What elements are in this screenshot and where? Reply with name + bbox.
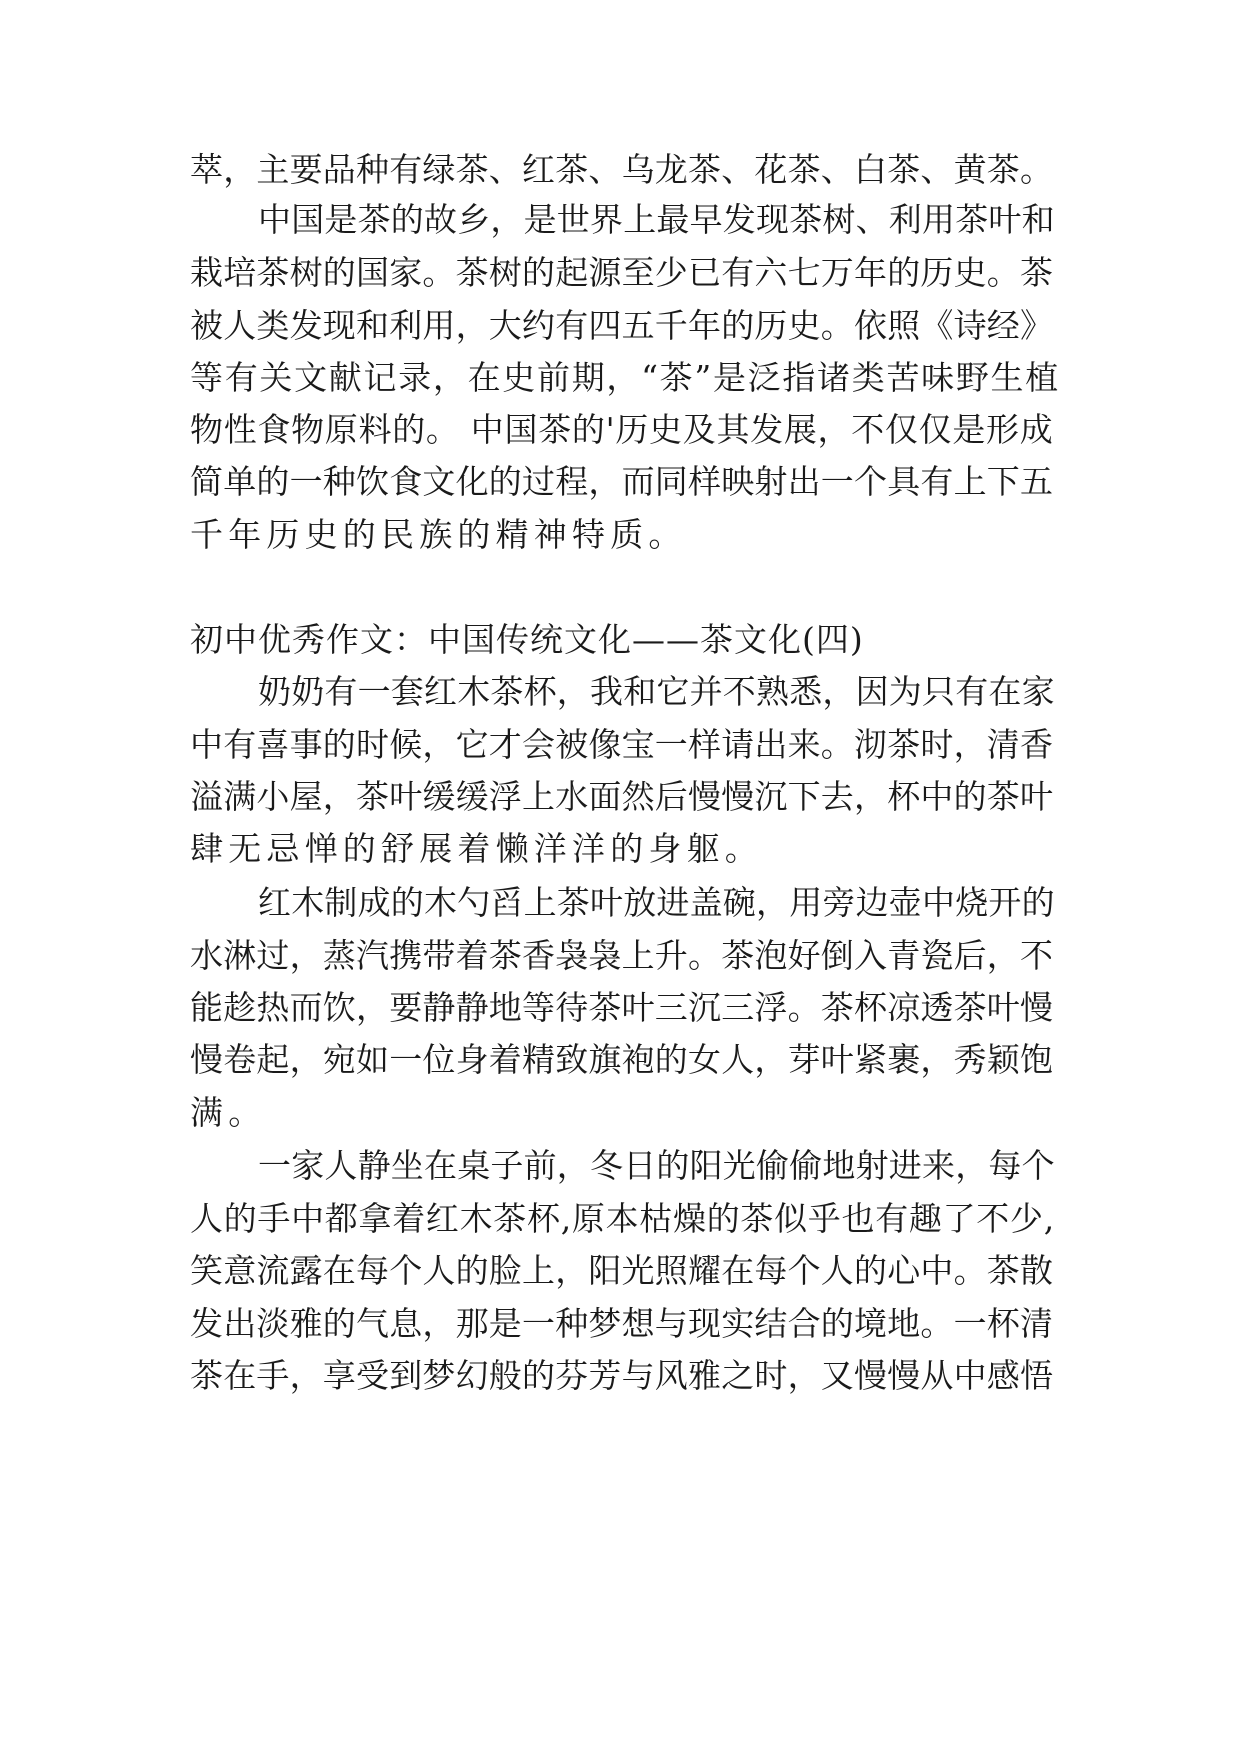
- text-line: 千年历史的民族的精神特质。: [190, 515, 687, 554]
- section-heading: 初中优秀作文：中国传统文化——茶文化(四): [190, 620, 864, 659]
- paragraph-first-line: 奶奶有一套红木茶杯，我和它并不熟悉，因为只有在家: [258, 672, 1055, 711]
- text-line: 溢满小屋，茶叶缓缓浮上水面然后慢慢沉下去，杯中的茶叶: [190, 777, 1054, 816]
- text-line: 发出淡雅的气息，那是一种梦想与现实结合的境地。一杯清: [190, 1304, 1054, 1343]
- text-line: 被人类发现和利用，大约有四五千年的历史。依照《诗经》: [190, 306, 1054, 345]
- text-line: 肆无忌惮的舒展着懒洋洋的身躯。: [190, 829, 763, 868]
- text-line: 茶在手，享受到梦幻般的芬芳与风雅之时，又慢慢从中感悟: [190, 1356, 1054, 1395]
- text-line: 栽培茶树的国家。茶树的起源至少已有六七万年的历史。茶: [190, 253, 1054, 292]
- text-line: 简单的一种饮食文化的过程，而同样映射出一个具有上下五: [190, 462, 1054, 501]
- text-line: 水淋过，蒸汽携带着茶香袅袅上升。茶泡好倒入青瓷后，不: [190, 936, 1054, 975]
- text-line: 物性食物原料的。 中国茶的'历史及其发展，不仅仅是形成: [190, 410, 1054, 449]
- text-line: 人的手中都拿着红木茶杯,原本枯燥的茶似乎也有趣了不少,: [190, 1199, 1055, 1238]
- text-line: 中有喜事的时候，它才会被像宝一样请出来。沏茶时，清香: [190, 725, 1054, 764]
- text-line: 慢卷起，宛如一位身着精致旗袍的女人，芽叶紧裹，秀颖饱: [190, 1040, 1054, 1079]
- paragraph-first-line: 中国是茶的故乡，是世界上最早发现茶树、利用茶叶和: [258, 200, 1055, 239]
- text-line: 能趁热而饮，要静静地等待茶叶三沉三浮。茶杯凉透茶叶慢: [190, 988, 1054, 1027]
- text-line: 等有关文献记录，在史前期，“茶”是泛指诸类苦味野生植: [190, 358, 1060, 397]
- text-line: 满。: [190, 1093, 267, 1132]
- paragraph-first-line: 红木制成的木勺舀上茶叶放进盖碗，用旁边壶中烧开的: [258, 883, 1055, 922]
- text-line: 笑意流露在每个人的脸上，阳光照耀在每个人的心中。茶散: [190, 1251, 1054, 1290]
- text-line: 萃，主要品种有绿茶、红茶、乌龙茶、花茶、白茶、黄茶。: [190, 150, 1054, 189]
- paragraph-first-line: 一家人静坐在桌子前，冬日的阳光偷偷地射进来，每个: [258, 1146, 1055, 1185]
